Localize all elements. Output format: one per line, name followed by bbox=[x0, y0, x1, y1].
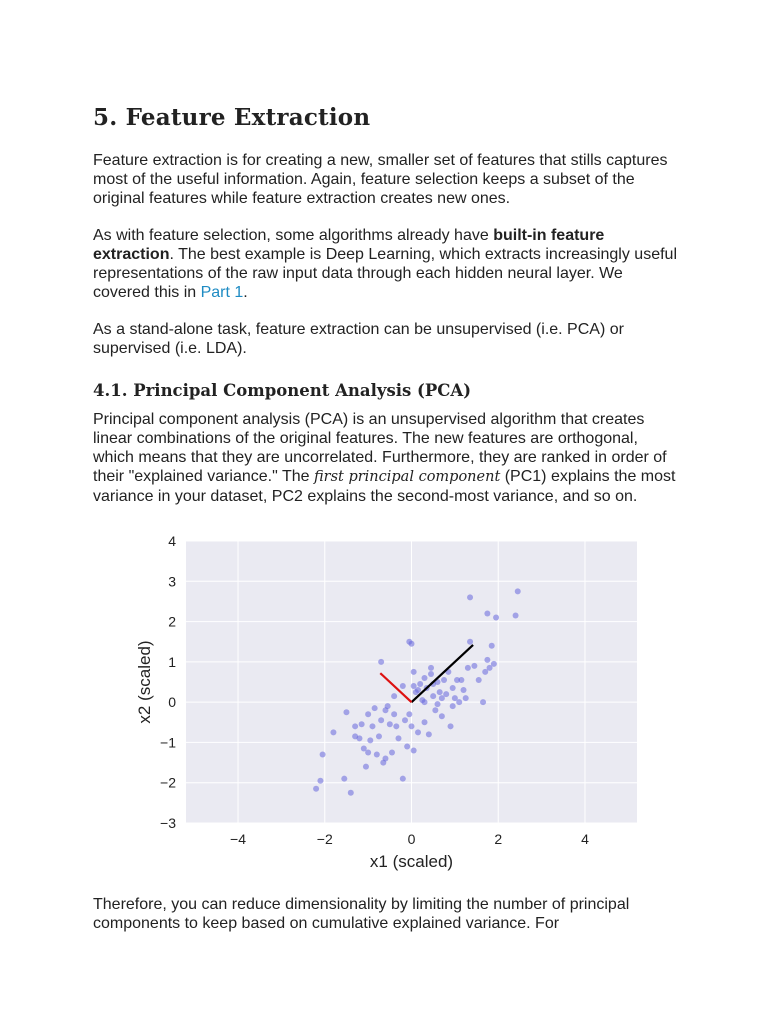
data-point bbox=[365, 750, 371, 756]
data-point bbox=[439, 713, 445, 719]
data-point bbox=[467, 639, 473, 645]
data-point bbox=[389, 750, 395, 756]
data-point bbox=[513, 613, 519, 619]
data-point bbox=[428, 665, 434, 671]
data-point bbox=[417, 681, 423, 687]
data-point bbox=[415, 729, 421, 735]
data-point bbox=[515, 588, 521, 594]
x-tick-labels bbox=[230, 831, 589, 847]
paragraph-standalone: As a stand-alone task, feature extraction can be unsupervised (i.e. PCA) or supervised (i.e. LDA). bbox=[93, 321, 624, 357]
x-tick-label: −2 bbox=[316, 831, 333, 847]
data-point bbox=[404, 743, 410, 749]
part-1-link[interactable]: Part 1 bbox=[200, 284, 244, 301]
data-point bbox=[439, 695, 445, 701]
y-tick-label: 0 bbox=[168, 694, 176, 711]
data-point bbox=[435, 701, 441, 707]
data-point bbox=[484, 657, 490, 663]
data-point bbox=[391, 693, 397, 699]
data-point bbox=[369, 723, 375, 729]
data-point bbox=[367, 737, 373, 743]
data-point bbox=[465, 665, 471, 671]
data-point bbox=[393, 723, 399, 729]
data-point bbox=[461, 687, 467, 693]
data-point bbox=[471, 663, 477, 669]
data-point bbox=[374, 752, 380, 758]
data-point bbox=[456, 699, 462, 705]
data-point bbox=[352, 723, 358, 729]
data-point bbox=[382, 756, 388, 762]
data-point bbox=[493, 615, 499, 621]
data-point bbox=[448, 723, 454, 729]
data-point bbox=[415, 687, 421, 693]
data-point bbox=[387, 721, 393, 727]
section-heading: 5. Feature Extraction bbox=[93, 104, 371, 131]
data-point bbox=[395, 735, 401, 741]
paragraph-intro: Feature extraction is for creating a new, smaller set of features that stills captures most of the useful information. Again, feature selection keeps a subset of the original features while feature extraction creates new ones. bbox=[93, 152, 668, 207]
data-point bbox=[411, 669, 417, 675]
data-point bbox=[437, 689, 443, 695]
y-tick-label: 4 bbox=[168, 533, 176, 549]
italic-text: first principal component bbox=[313, 469, 501, 485]
data-point bbox=[313, 786, 319, 792]
data-point bbox=[356, 735, 362, 741]
x-tick-label: 4 bbox=[581, 831, 589, 847]
y-tick-labels bbox=[160, 533, 176, 831]
y-tick-label: −1 bbox=[160, 734, 176, 751]
data-point bbox=[320, 752, 326, 758]
data-point bbox=[409, 723, 415, 729]
data-point bbox=[343, 709, 349, 715]
data-point bbox=[484, 611, 490, 617]
y-tick-label: −3 bbox=[160, 815, 176, 831]
data-point bbox=[463, 695, 469, 701]
text-span: . bbox=[243, 284, 248, 301]
data-point bbox=[480, 699, 486, 705]
paragraph-built-in bbox=[93, 226, 683, 302]
data-point bbox=[382, 707, 388, 713]
text-span: . The best example is Deep Learning, which extracts increasingly useful representations of the raw input data through each hidden neural layer. We covered this in bbox=[93, 246, 677, 301]
data-point bbox=[378, 659, 384, 665]
y-tick-label: −2 bbox=[160, 774, 176, 791]
data-point bbox=[411, 747, 417, 753]
text-span: (PC1) explains the most variance in your dataset, PC2 explains the second-most variance, and so on. bbox=[93, 468, 676, 505]
y-axis-label: x2 (scaled) bbox=[135, 640, 154, 724]
data-point bbox=[467, 594, 473, 600]
data-point bbox=[400, 776, 406, 782]
data-point bbox=[476, 677, 482, 683]
paragraph-reduce: Therefore, you can reduce dimensionality by limiting the number of principal components to keep based on cumulative explained variance. For bbox=[93, 896, 630, 932]
data-point bbox=[428, 671, 434, 677]
x-tick-label: 2 bbox=[494, 831, 503, 847]
data-point bbox=[422, 699, 428, 705]
data-point bbox=[365, 711, 371, 717]
bold-text: built-in feature extraction bbox=[93, 227, 605, 263]
data-point bbox=[378, 717, 384, 723]
x-axis-label: x1 (scaled) bbox=[369, 852, 454, 871]
text-span: As with feature selection, some algorithms already have bbox=[93, 227, 494, 244]
data-point bbox=[489, 643, 495, 649]
data-point bbox=[402, 717, 408, 723]
data-point bbox=[400, 683, 406, 689]
x-tick-label: 0 bbox=[407, 831, 416, 847]
data-point bbox=[422, 719, 428, 725]
data-point bbox=[406, 711, 412, 717]
data-point bbox=[441, 677, 447, 683]
data-point bbox=[422, 675, 428, 681]
paragraph-pca bbox=[93, 410, 683, 506]
data-point bbox=[363, 764, 369, 770]
data-point bbox=[348, 790, 354, 796]
data-point bbox=[330, 729, 336, 735]
data-point bbox=[359, 721, 365, 727]
data-point bbox=[450, 703, 456, 709]
pca-scatter-chart bbox=[130, 528, 650, 878]
subsection-heading: 4.1. Principal Component Analysis (PCA) bbox=[93, 381, 472, 400]
y-tick-label: 1 bbox=[168, 653, 176, 670]
data-point bbox=[391, 711, 397, 717]
data-point bbox=[317, 778, 323, 784]
data-point bbox=[372, 705, 378, 711]
x-tick-label: −4 bbox=[230, 831, 247, 847]
data-point bbox=[458, 677, 464, 683]
data-point bbox=[376, 733, 382, 739]
data-point bbox=[426, 731, 432, 737]
data-point bbox=[450, 685, 456, 691]
data-point bbox=[491, 661, 497, 667]
data-point bbox=[430, 693, 436, 699]
text-span: Principal component analysis (PCA) is an unsupervised algorithm that creates linear combinations of the original features. The new features are orthogonal, which means that they are uncorrelated. Furthermore, they are ranked in order of their "explained variance." The bbox=[93, 411, 667, 485]
data-point bbox=[406, 639, 412, 645]
y-tick-label: 3 bbox=[168, 573, 176, 590]
y-tick-label: 2 bbox=[168, 613, 176, 630]
data-point bbox=[341, 776, 347, 782]
data-point bbox=[432, 707, 438, 713]
